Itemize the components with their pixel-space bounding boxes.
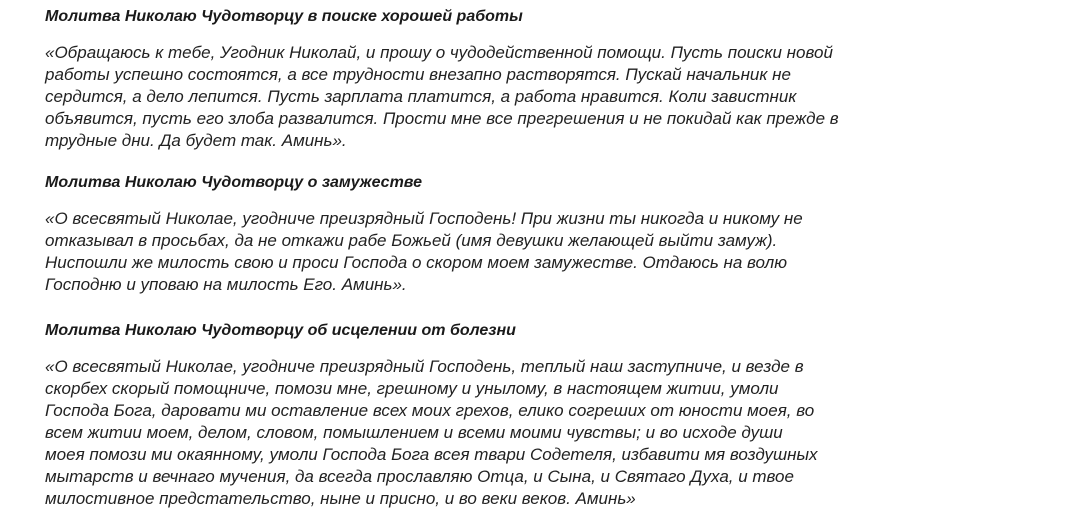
prayer-line: Господа Бога, даровати ми оставление всех моих грехов, елико согреших от юности моея, во bbox=[45, 401, 815, 420]
prayer-line: «О всесвятый Николае, угодниче преизрядный Господень, теплый наш заступниче, и везде в bbox=[45, 357, 804, 376]
prayer-line: объявится, пусть его злоба развалится. Прости мне все прегрешения и не покидай как прежде в bbox=[45, 109, 839, 128]
section-heading-marriage: Молитва Николаю Чудотворцу о замужестве bbox=[45, 174, 422, 191]
prayer-line: Ниспошли же милость свою и проси Господа о скором моем замужестве. Отдаюсь на волю bbox=[45, 253, 787, 272]
prayer-line: работы успешно состоятся, а все трудности внезапно растворятся. Пускай начальник не bbox=[45, 65, 791, 84]
prayer-line: сердится, а дело лепится. Пусть зарплата платится, а работа нравится. Коли завистник bbox=[45, 87, 797, 106]
prayer-text-marriage bbox=[45, 208, 803, 296]
prayer-line: «Обращаюсь к тебе, Угодник Николай, и прошу о чудодейственной помощи. Пусть поиски новой bbox=[45, 43, 833, 62]
section-heading-work: Молитва Николаю Чудотворцу в поиске хорошей работы bbox=[45, 8, 523, 25]
prayer-line: отказывал в просьбах, да не откажи рабе Божьей (имя девушки желающей выйти замуж). bbox=[45, 231, 778, 250]
prayer-text-healing bbox=[45, 356, 818, 510]
prayer-text-work bbox=[45, 42, 839, 152]
prayer-line: скорбех скорый помощниче, помози мне, грешному и унылому, в настоящем житии, умоли bbox=[45, 379, 779, 398]
section-heading-healing: Молитва Николаю Чудотворцу об исцелении от болезни bbox=[45, 322, 516, 339]
prayer-line: милостивное предстательство, ныне и присно, и во веки веков. Аминь» bbox=[45, 489, 636, 508]
prayer-line: Господню и уповаю на милость Его. Аминь». bbox=[45, 275, 407, 294]
prayer-line: всем житии моем, делом, словом, помышлением и всеми моими чувствы; и во исходе души bbox=[45, 423, 783, 442]
prayer-line: моея помози ми окаянному, умоли Господа Бога всея твари Содетеля, избавити мя воздушных bbox=[45, 445, 818, 464]
prayer-line: мытарств и вечнаго мучения, да всегда прославляю Отца, и Сына, и Святаго Духа, и твое bbox=[45, 467, 794, 486]
prayer-line: «О всесвятый Николае, угодниче преизрядный Господень! При жизни ты никогда и никому не bbox=[45, 209, 803, 228]
prayer-line: трудные дни. Да будет так. Аминь». bbox=[45, 131, 347, 150]
